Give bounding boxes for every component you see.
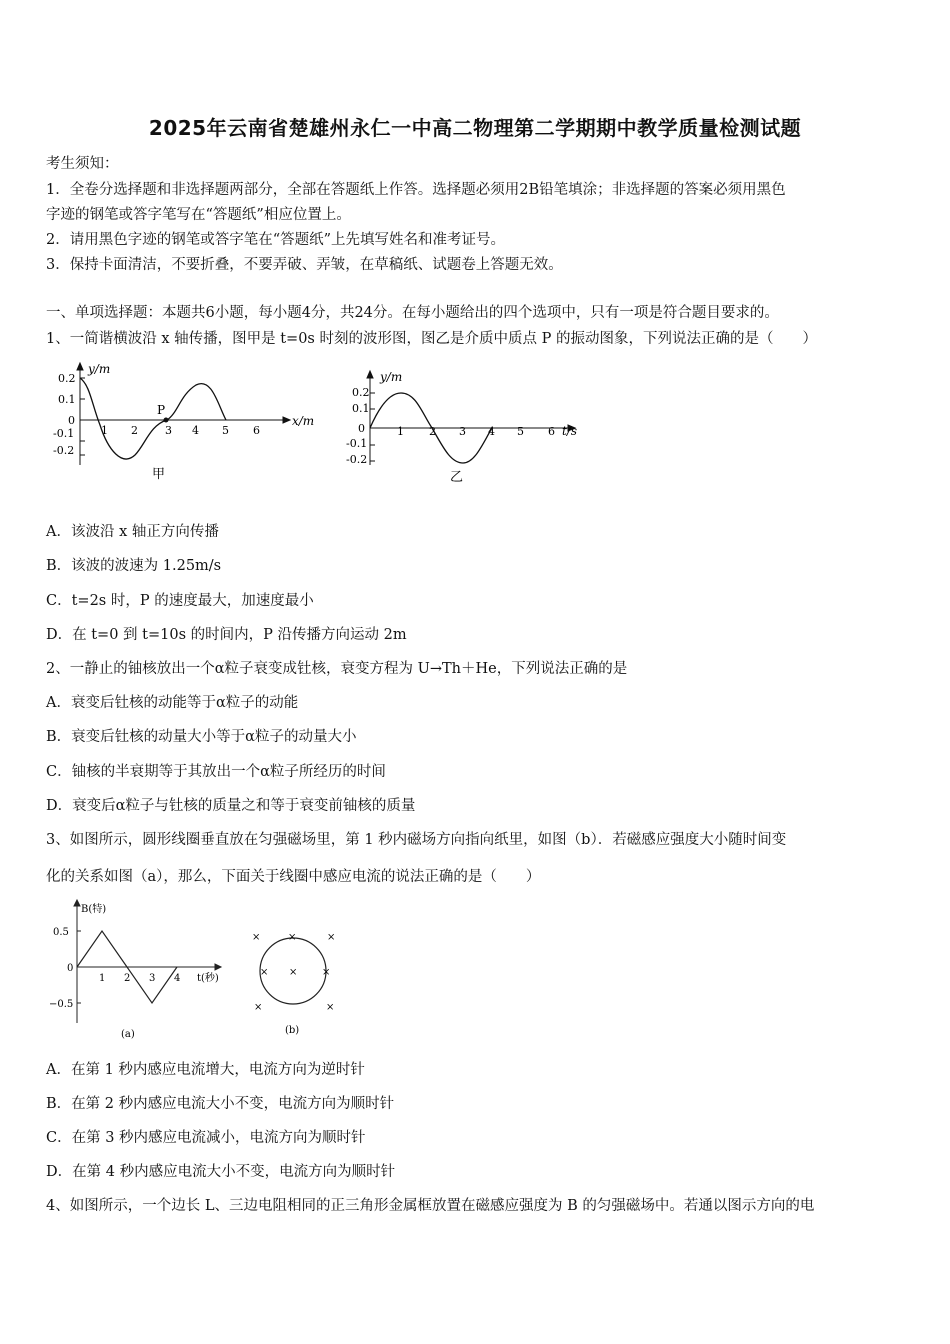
x-tick: 4 bbox=[174, 973, 181, 984]
x-axis-label: t(秒) bbox=[197, 973, 219, 984]
x-tick: 6 bbox=[548, 425, 555, 438]
notice-header: 考生须知： bbox=[46, 156, 119, 172]
notice-item: 1．全卷分选择题和非选择题两部分，全部在答题纸上作答。选择题必须用2B铅笔填涂；非选择题的答案必须用黑色 bbox=[46, 182, 786, 198]
x-axis-label: t/s bbox=[562, 424, 578, 438]
page-title: 2025年云南省楚雄州永仁一中高二物理第二学期期中教学质量检测试题 bbox=[148, 116, 802, 140]
field-mark: × bbox=[260, 967, 269, 978]
figure-caption: 甲 bbox=[152, 467, 166, 482]
question-4-stem: 4、如图所示，一个边长 L、三边电阻相同的正三角形金属框放置在磁感应强度为 B 的匀强磁场中。若通以图示方向的电 bbox=[46, 1198, 815, 1214]
field-mark: × bbox=[322, 967, 331, 978]
q2-option-a: A．衰变后钍核的动能等于α粒子的动能 bbox=[46, 695, 299, 711]
x-tick: 5 bbox=[222, 424, 229, 437]
q3-option-b: B．在第 2 秒内感应电流大小不变，电流方向为顺时针 bbox=[46, 1096, 395, 1112]
figure-caption: (b) bbox=[285, 1025, 300, 1036]
q3-coil-figure bbox=[245, 925, 345, 1040]
field-mark: × bbox=[326, 1002, 335, 1013]
q1-option-b: B．该波的波速为 1.25m/s bbox=[46, 558, 222, 574]
q3-option-c: C．在第 3 秒内感应电流减小，电流方向为顺时针 bbox=[46, 1130, 366, 1146]
q1-wave-figure bbox=[50, 355, 315, 495]
figure-caption: (a) bbox=[121, 1029, 135, 1040]
section-heading: 一、单项选择题：本题共6小题，每小题4分，共24分。在每小题给出的四个选项中，只有一项是符合题目要求的。 bbox=[46, 305, 779, 321]
y-tick: −0.5 bbox=[49, 999, 74, 1010]
y-axis-label: y/m bbox=[380, 370, 403, 384]
y-tick: 0 bbox=[358, 422, 365, 435]
q2-option-b: B．衰变后钍核的动量大小等于α粒子的动量大小 bbox=[46, 729, 357, 745]
y-tick: -0.1 bbox=[346, 437, 368, 450]
question-1-stem: 1、一简谐横波沿 x 轴传播，图甲是 t=0s 时刻的波形图，图乙是介质中质点 P 的振动图象，下列说法正确的是（ ） bbox=[46, 331, 817, 347]
q2-option-c: C．铀核的半衰期等于其放出一个α粒子所经历的时间 bbox=[46, 764, 386, 780]
field-mark: × bbox=[252, 932, 261, 943]
x-tick: 3 bbox=[165, 424, 172, 437]
x-tick: 4 bbox=[192, 424, 199, 437]
q1-option-c: C．t=2s 时，P 的速度最大，加速度最小 bbox=[46, 593, 314, 609]
y-tick: 0 bbox=[68, 414, 75, 427]
y-tick: 0.2 bbox=[352, 386, 370, 399]
x-tick: 2 bbox=[429, 425, 436, 438]
point-p-label: P bbox=[157, 403, 166, 417]
q3-option-a: A．在第 1 秒内感应电流增大，电流方向为逆时针 bbox=[46, 1062, 365, 1078]
q1-option-d: D．在 t=0 到 t=10s 的时间内，P 沿传播方向运动 2m bbox=[46, 627, 407, 643]
field-mark: × bbox=[288, 932, 297, 943]
y-tick: 0.2 bbox=[58, 372, 76, 385]
x-tick: 3 bbox=[149, 973, 156, 984]
question-3-stem: 3、如图所示，圆形线圈垂直放在匀强磁场里，第 1 秒内磁场方向指向纸里，如图（b）．若磁感应强度大小随时间变 bbox=[46, 832, 787, 848]
y-tick: 0.5 bbox=[53, 927, 69, 938]
y-tick: 0.1 bbox=[58, 393, 76, 406]
x-tick: 3 bbox=[459, 425, 466, 438]
q3-b-t-figure bbox=[45, 895, 230, 1045]
notice-item: 2．请用黑色字迹的钢笔或答字笔在“答题纸”上先填写姓名和准考证号。 bbox=[46, 232, 506, 248]
x-tick: 5 bbox=[517, 425, 524, 438]
q2-option-d: D．衰变后α粒子与钍核的质量之和等于衰变前铀核的质量 bbox=[46, 798, 416, 814]
field-mark: × bbox=[327, 932, 336, 943]
field-mark: × bbox=[289, 967, 298, 978]
y-tick: -0.2 bbox=[346, 453, 368, 466]
x-tick: 2 bbox=[131, 424, 138, 437]
q3-option-d: D．在第 4 秒内感应电流大小不变，电流方向为顺时针 bbox=[46, 1164, 396, 1180]
x-tick: 1 bbox=[99, 973, 106, 984]
y-axis-label: y/m bbox=[88, 362, 111, 376]
q1-vibration-figure bbox=[340, 365, 600, 490]
y-tick: -0.1 bbox=[53, 427, 75, 440]
question-2-stem: 2、一静止的铀核放出一个α粒子衰变成钍核，衰变方程为 U→Th＋He，下列说法正确的是 bbox=[46, 661, 628, 677]
point-p-marker bbox=[164, 418, 169, 423]
x-tick: 1 bbox=[101, 424, 108, 437]
x-tick: 2 bbox=[124, 973, 131, 984]
x-tick: 1 bbox=[397, 425, 404, 438]
y-tick: 0 bbox=[67, 963, 74, 974]
figure-caption: 乙 bbox=[450, 470, 464, 485]
notice-item: 字迹的钢笔或答字笔写在“答题纸”相应位置上。 bbox=[46, 207, 351, 223]
q1-option-a: A．该波沿 x 轴正方向传播 bbox=[46, 524, 219, 540]
x-axis-label: x/m bbox=[292, 414, 315, 428]
y-tick: -0.2 bbox=[53, 444, 75, 457]
field-mark: × bbox=[254, 1002, 263, 1013]
x-tick: 6 bbox=[253, 424, 260, 437]
notice-item: 3．保持卡面清洁，不要折叠，不要弄破、弄皱，在草稿纸、试题卷上答题无效。 bbox=[46, 257, 563, 273]
question-3-stem-cont: 化的关系如图（a），那么，下面关于线圈中感应电流的说法正确的是（ ） bbox=[46, 869, 541, 885]
x-tick: 4 bbox=[488, 425, 495, 438]
y-axis-label: B(特) bbox=[81, 904, 107, 915]
wave-curve bbox=[80, 378, 226, 459]
y-tick: 0.1 bbox=[352, 402, 370, 415]
